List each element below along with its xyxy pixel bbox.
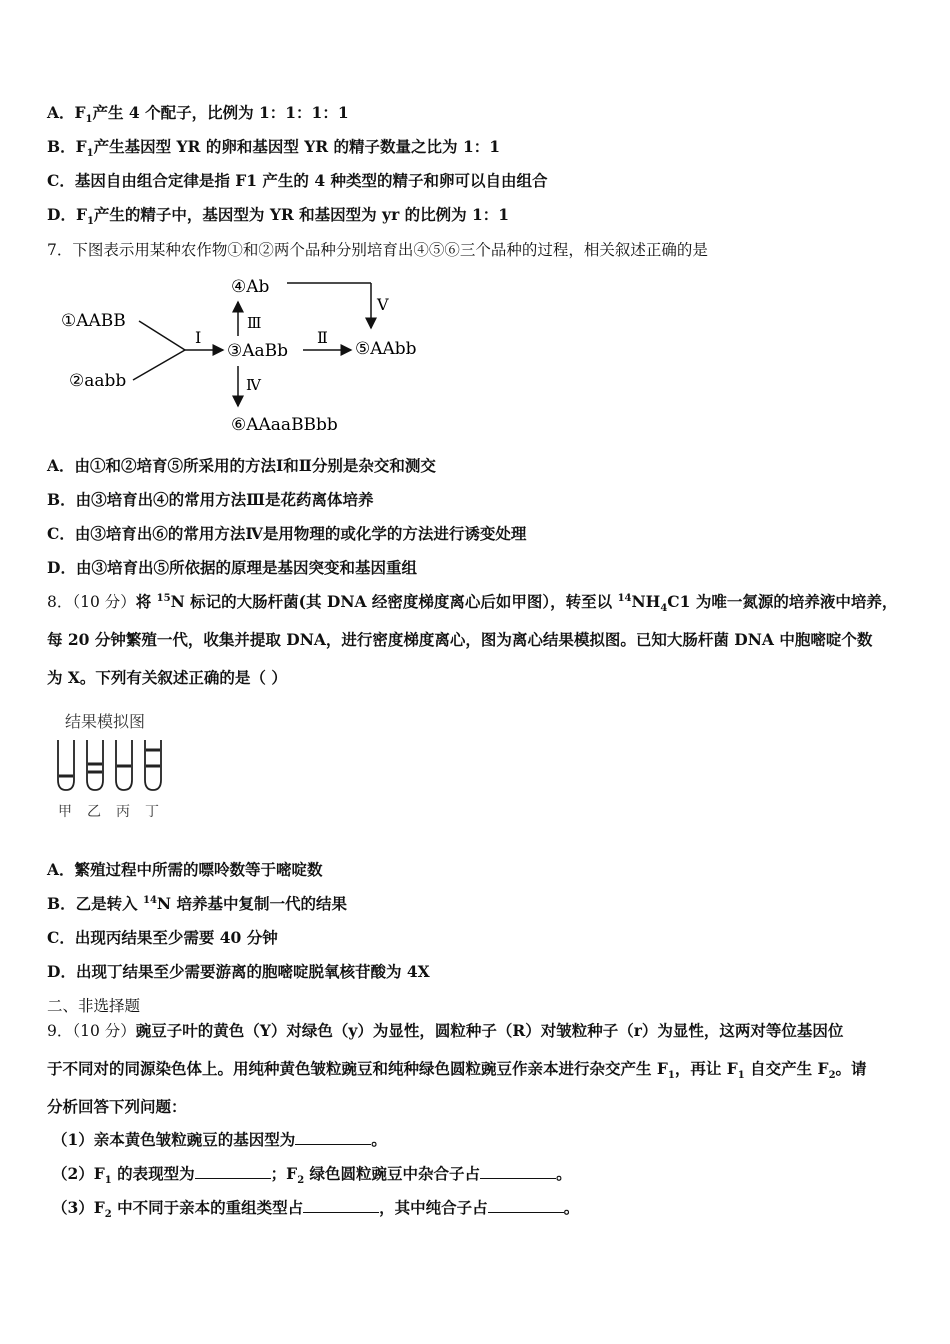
- answer-blank[interactable]: [303, 1198, 379, 1213]
- tube-label-ding: 丁: [145, 804, 159, 820]
- q9-part-1: （1）亲本黄色皱粒豌豆的基因型为 。: [52, 1130, 387, 1149]
- tube-jia: [58, 740, 74, 790]
- q9-part-3: $(3)F_2$ 中不同于亲本的重组类型占 ，其中纯合子占 。: [52, 1198, 580, 1221]
- q7-option-b: B．由③培育出④的常用方法Ⅲ是花药离体培养: [47, 490, 374, 509]
- node-6: ⑥AAaaBBbb: [231, 415, 338, 435]
- tube-bing: [116, 740, 132, 790]
- step-iv-label: Ⅳ: [246, 376, 261, 394]
- node-1: ①AABB: [61, 311, 126, 331]
- step-v-label: Ⅴ: [377, 295, 389, 314]
- step-ii-label: Ⅱ: [317, 328, 328, 347]
- answer-blank[interactable]: [488, 1198, 564, 1213]
- breeding-diagram: [55, 268, 445, 438]
- q8-option-d: D．出现丁结果至少需要游离的胞嘧啶脱氧核苷酸为 4X: [47, 962, 430, 981]
- tube-yi: [87, 740, 103, 790]
- q8-option-c: C．出现丙结果至少需要 40 分钟: [47, 928, 278, 947]
- node-5: ⑤AAbb: [355, 339, 417, 359]
- q9-stem-line3: 分析回答下列问题：: [47, 1097, 187, 1116]
- q6-option-a: A．$F_1$产生 4 个配子，比例为 1：1：1：1: [47, 103, 349, 126]
- figure-title: 结果模拟图: [65, 712, 146, 731]
- cross-line-2: [133, 350, 185, 380]
- q7-stem: 7．下图表示用某种农作物①和②两个品种分别培育出④⑤⑥三个品种的过程，相关叙述正确的是: [47, 241, 708, 259]
- q6-option-d: D．$F_1$产生的精子中，基因型为 YR 和基因型为 yr 的比例为 1：1: [47, 205, 510, 228]
- q7-option-d: D．由③培育出⑤所依据的原理是基因突变和基因重组: [47, 558, 417, 577]
- answer-blank[interactable]: [480, 1164, 556, 1179]
- section-heading: 二、非选择题: [47, 997, 141, 1015]
- q9-stem-line2: 于不同对的同源染色体上。用纯种黄色皱粒豌豆和纯种绿色圆粒豌豆作亲本进行杂交产生 $F_1$，再让 $F_1$ 自交产生 $F_2$。请: [47, 1059, 867, 1082]
- q9-part-2: $(2)F_1$ 的表现型为 ；$F_2$ 绿色圆粒豌豆中杂合子占 。: [52, 1164, 572, 1187]
- node-3: ③AaBb: [227, 341, 289, 361]
- step-iii-label: Ⅲ: [247, 314, 262, 332]
- tube-ding: [145, 740, 161, 790]
- q9-stem-line1: 9．（10 分）豌豆子叶的黄色（Y）对绿色（y）为显性，圆粒种子（R）对皱粒种子（r）为显性，这两对等位基因位: [47, 1021, 844, 1040]
- answer-blank[interactable]: [195, 1164, 271, 1179]
- q8-stem-line3: 为 X。下列有关叙述正确的是（ ）: [47, 668, 287, 687]
- tube-label-yi: 乙: [87, 804, 101, 820]
- centrifuge-figure: [50, 706, 180, 826]
- q7-option-c: C．由③培育出⑥的常用方法Ⅳ是用物理的或化学的方法进行诱变处理: [47, 524, 527, 543]
- tube-label-jia: 甲: [58, 804, 72, 820]
- answer-blank[interactable]: [295, 1130, 371, 1145]
- q8-stem-line2: 每 20 分钟繁殖一代，收集并提取 DNA，进行密度梯度离心，图为离心结果模拟图。已知大肠杆菌 DNA 中胞嘧啶个数: [47, 630, 873, 649]
- q6-option-c: C．基因自由组合定律是指 F1 产生的 4 种类型的精子和卵可以自由组合: [47, 171, 548, 190]
- q8-stem-line1: 8．（10 分）将 $^{15}$N 标记的大肠杆菌(其 DNA 经密度梯度离心后如甲图），转至以 $^{14}NH_4C1$ 为唯一氮源的培养液中培养，: [47, 592, 898, 615]
- q8-option-b: B．乙是转入 $^{14}$N 培养基中复制一代的结果: [47, 894, 347, 913]
- q6-option-b: B．$F_1$产生基因型 YR 的卵和基因型 YR 的精子数量之比为 1：1: [47, 137, 501, 160]
- cross-line-1: [139, 321, 185, 350]
- node-4: ④Ab: [231, 277, 270, 297]
- tube-label-bing: 丙: [116, 804, 130, 820]
- node-2: ②aabb: [69, 371, 127, 391]
- q8-option-a: A．繁殖过程中所需的嘌呤数等于嘧啶数: [47, 860, 323, 879]
- step-i-label: Ⅰ: [195, 328, 202, 347]
- q7-option-a: A．由①和②培育⑤所采用的方法Ⅰ和Ⅱ分别是杂交和测交: [47, 456, 436, 475]
